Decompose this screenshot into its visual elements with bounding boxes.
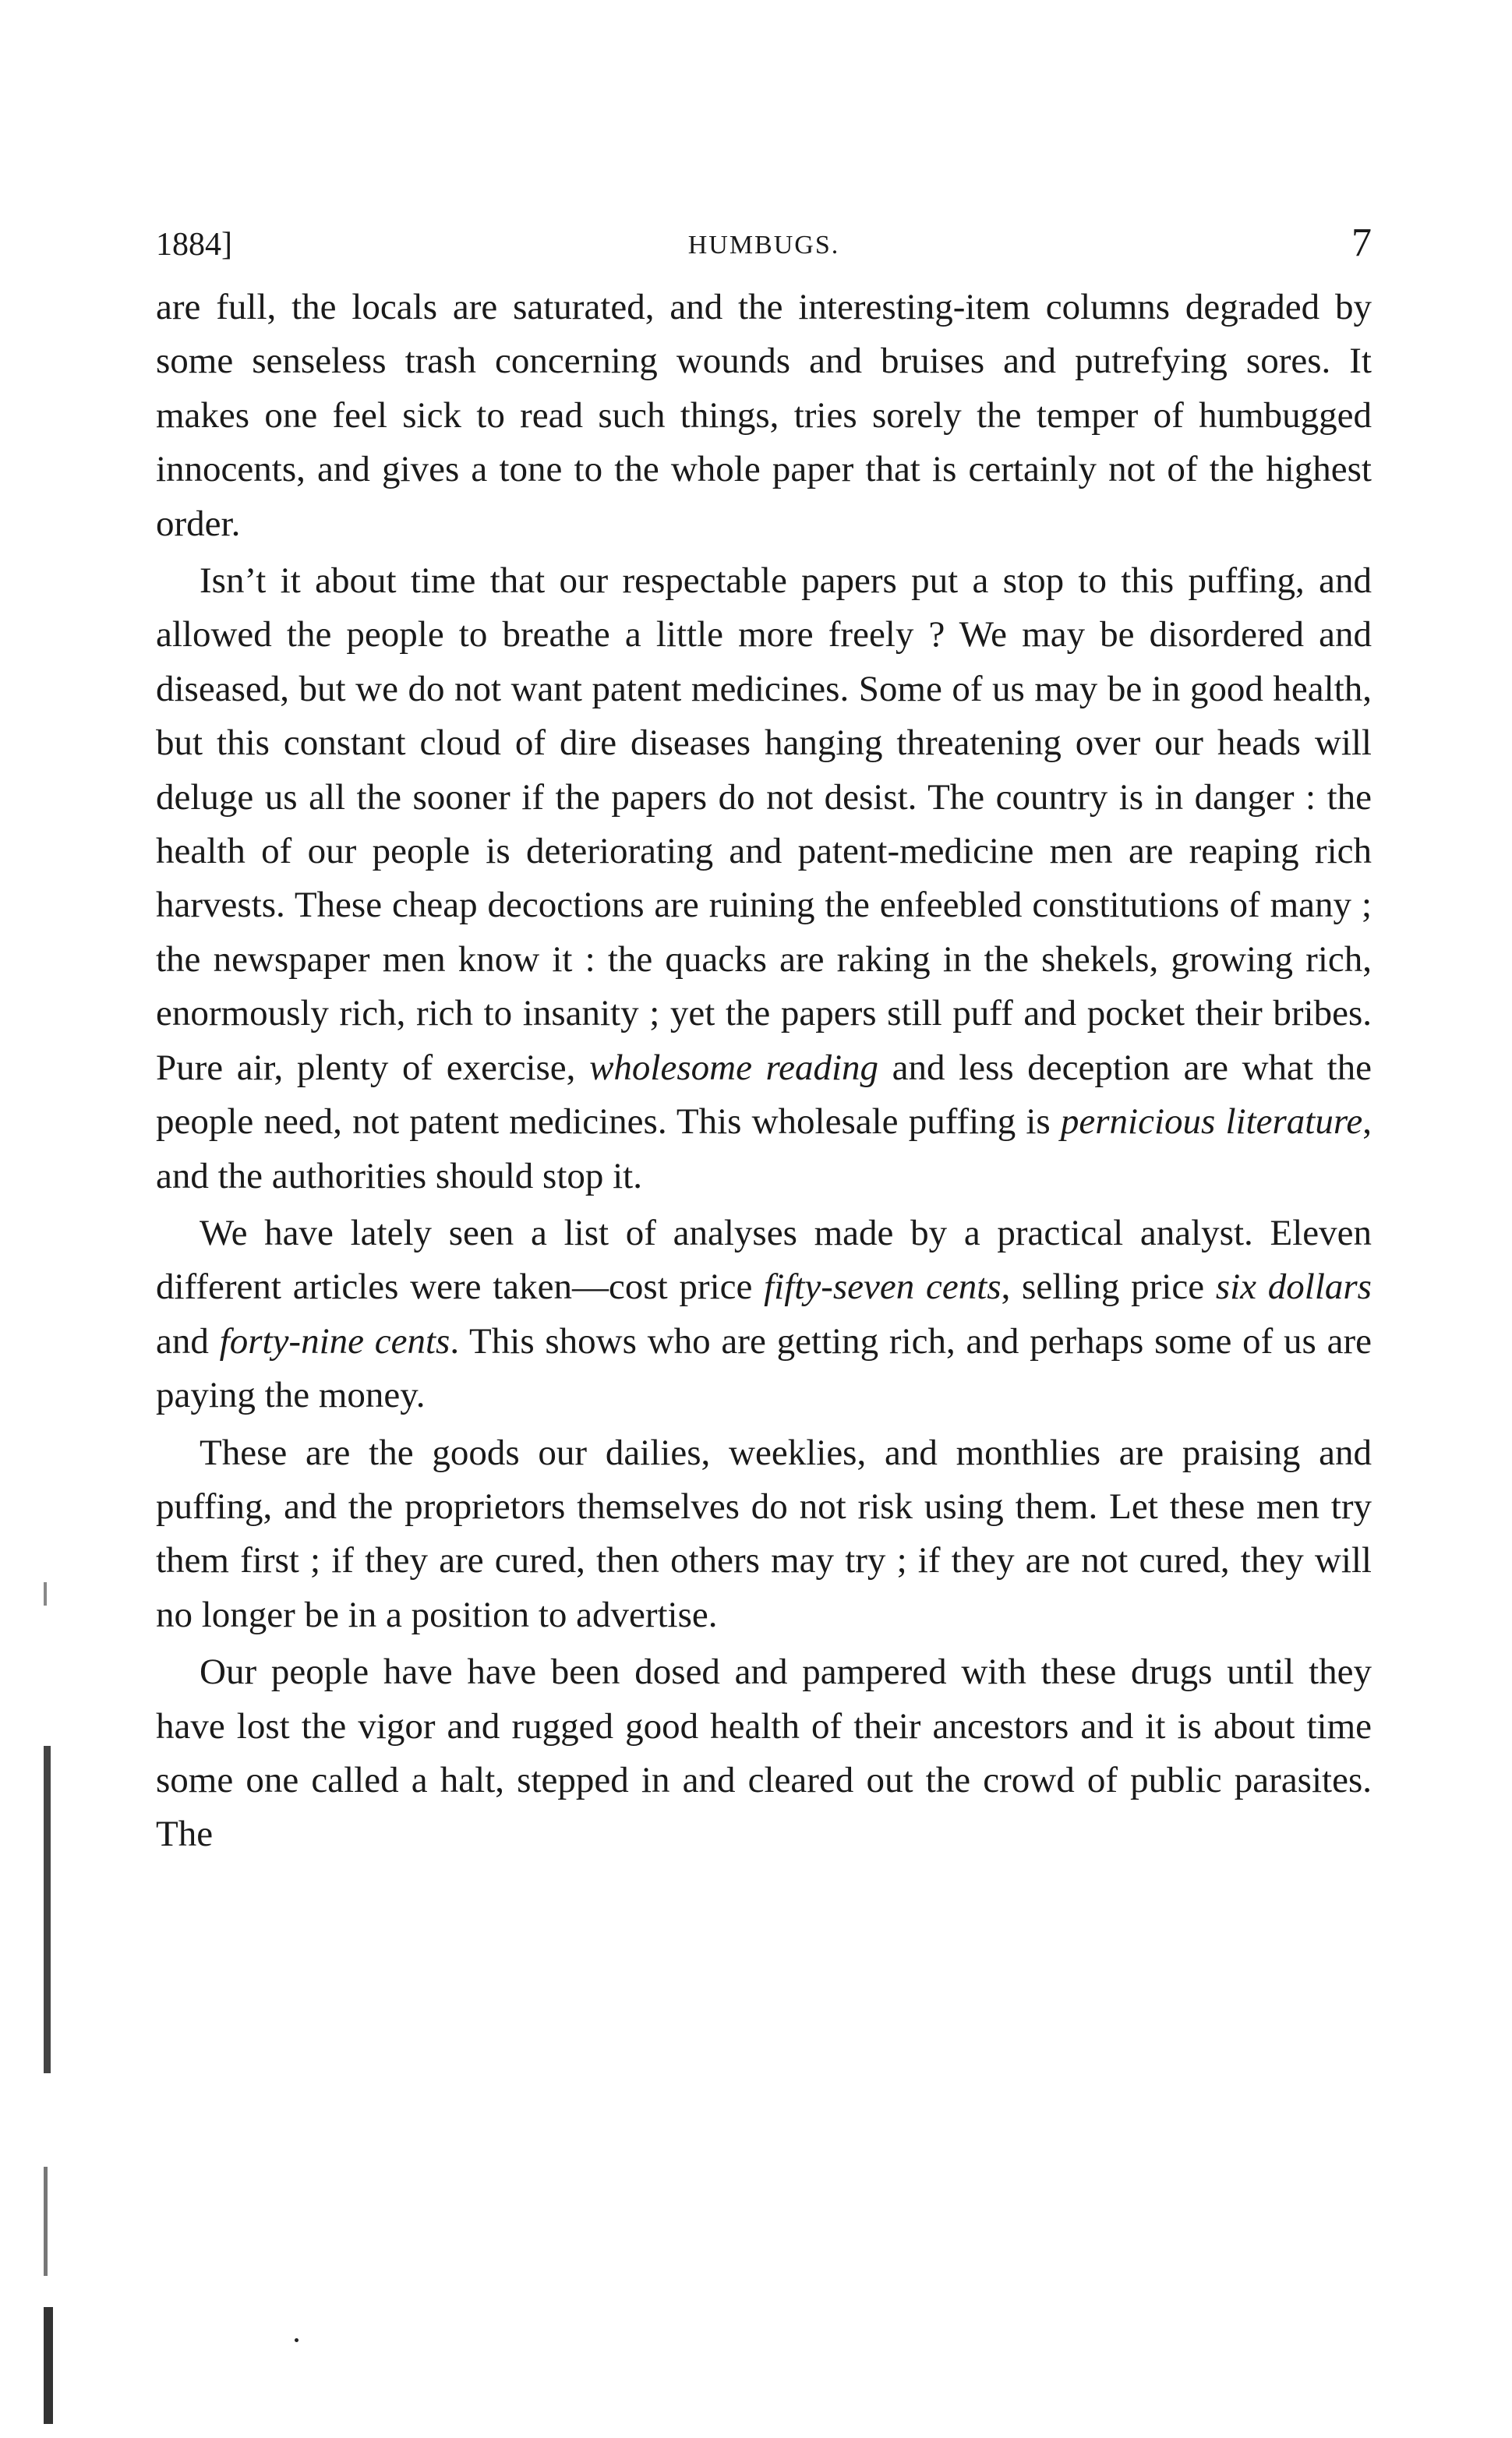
running-head <box>156 221 1372 281</box>
body-text <box>156 281 1372 1862</box>
paragraph-3-text-d: . This shows who are getting rich, and perhaps some of us are paying the money. <box>156 1320 1372 1416</box>
running-head-title: HUMBUGS. <box>687 231 840 260</box>
paragraph-3-italic-six-dollars: six dollars <box>1215 1267 1372 1308</box>
paragraph-5: Our people have have been dosed and pampered with these drugs until they have lost the vigor and rugged good health of their ancestors and it is about time some one called a halt, stepped in and cleared out the crowd of public parasites. The <box>156 1652 1372 1855</box>
paragraph-2-text-c: , and the authorities should stop it. <box>156 1101 1372 1196</box>
running-head-year: 1884] <box>156 227 232 263</box>
scan-artifact-upper <box>44 1582 47 1606</box>
paragraph-3-text-c: and <box>156 1320 220 1362</box>
paragraph-3-text-a: We have lately seen a list of analyses made by a practical analyst. Eleven different articles were taken—cost price <box>156 1212 1372 1308</box>
page-number: 7 <box>1351 221 1372 265</box>
paragraph-3-text-b: , selling price <box>1001 1267 1216 1308</box>
paragraph-1: are full, the locals are saturated, and the interesting-item columns degraded by some senseless trash concerning wounds and bruises and putrefying sores. It makes one feel sick to read such things, tries sorely the temper of humbugged innocents, and gives a tone to the whole paper that is certainly not of the highest order. <box>156 287 1372 544</box>
paragraph-4: These are the goods our dailies, weeklies, and monthlies are praising and puffing, and the proprietors themselves do not risk using them. Let these men try them first ; if they are cured, then others may try ; if they are not cured, they will no longer be in a position to advertise. <box>156 1432 1372 1635</box>
paragraph-3 <box>156 1207 1372 1423</box>
scan-artifact-bottom <box>44 2307 53 2424</box>
scan-artifact-middle <box>44 1746 51 2073</box>
book-page <box>156 221 1372 1862</box>
paragraph-2 <box>156 554 1372 1203</box>
paragraph-2-italic-pernicious-literature: pernicious literature <box>1060 1101 1363 1143</box>
paragraph-2-text-b: and less deception are what the people need, not patent medicines. This wholesale puffing is <box>156 1047 1372 1143</box>
paragraph-2-text-a: Isn’t it about time that our respectable papers put a stop to this puffing, and allowed the people to breathe a little more freely ? We may be disordered and diseased, but we do not want patent medicines. Some of us may be in good health, but this constant cloud of dire diseases hanging threatening over our heads will deluge us all the sooner if the papers do not desist. The country is in danger : the health of our people is deteriorating and patent-medicine men are reaping rich harvests. These cheap decoctions are ruining the enfeebled constitutions of many ; the newspaper men know it : the quacks are raking in the shekels, growing rich, enormously rich, rich to insanity ; yet the papers still puff and pocket their bribes. Pure air, plenty of exercise, <box>156 560 1372 1088</box>
paragraph-3-italic-cost-price: fifty-seven cents <box>764 1267 1002 1308</box>
paragraph-2-italic-wholesome-reading: wholesome reading <box>589 1047 879 1088</box>
scan-dot <box>295 2338 299 2342</box>
scan-artifact-lower <box>44 2167 48 2276</box>
paragraph-3-italic-forty-nine-cents: forty-nine cents <box>219 1320 450 1362</box>
